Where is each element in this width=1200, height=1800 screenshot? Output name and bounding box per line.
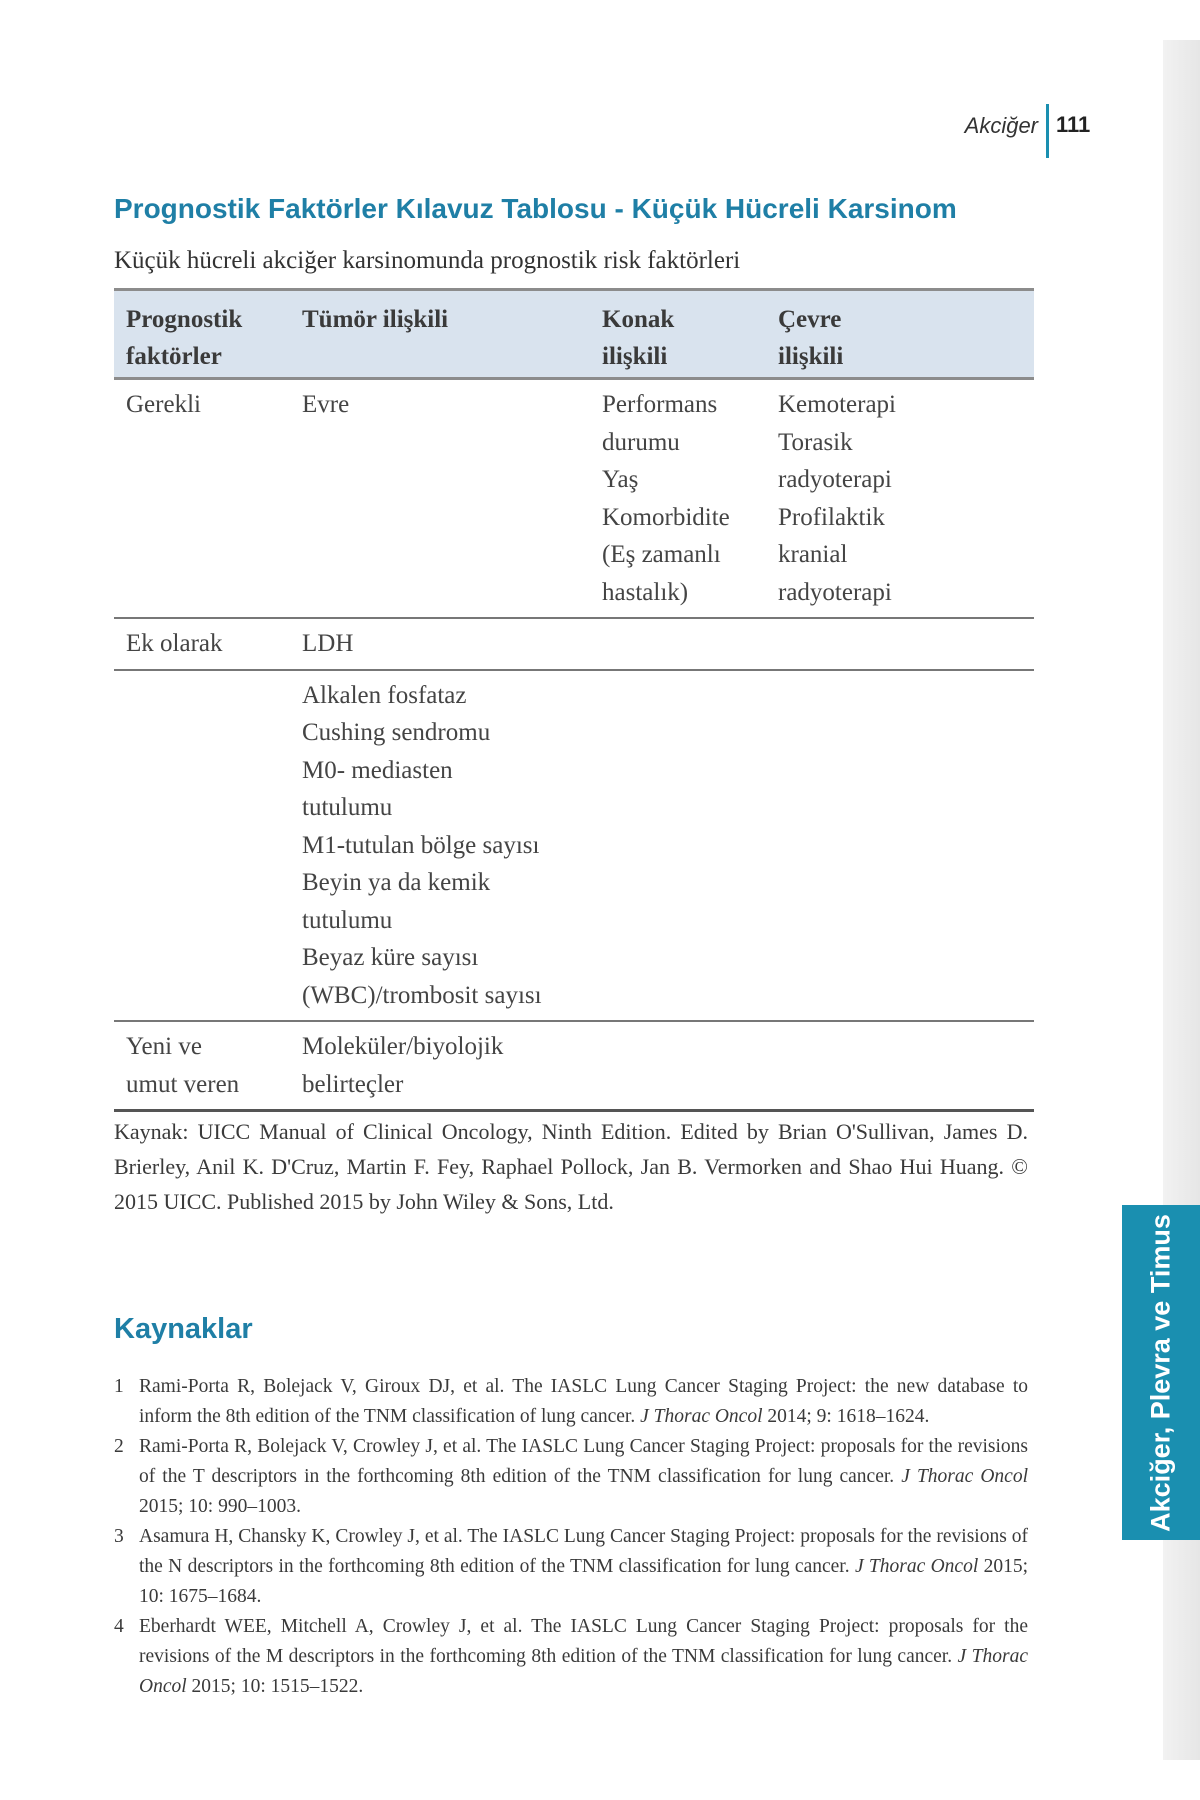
reference-item [114, 1612, 1028, 1702]
reference-text: Eberhardt WEE, Mitchell A, Crowley J, et al. The IASLC Lung Cancer Staging Project: proposals for the revisions of the M descriptors in the forthcoming 8th edition of the TNM classification for lung cancer. [139, 1616, 1028, 1667]
header-cell [114, 290, 290, 379]
reference-number: 1 [114, 1376, 124, 1397]
cell-line: Performans [602, 391, 718, 418]
cell-line: Beyaz küre sayısı [302, 944, 479, 971]
reference-text: Rami-Porta R, Bolejack V, Giroux DJ, et al. The IASLC Lung Cancer Staging Project: the new database to inform the 8th edition of the TNM classification of lung cancer. [139, 1376, 1028, 1427]
reference-citation: 2015; 10: 1675–1684. [139, 1556, 1029, 1607]
table-source-note: Kaynak: UICC Manual of Clinical Oncology, Ninth Edition. Edited by Brian O'Sullivan, James D. Brierley, Anil K. D'Cruz, Martin F. Fey, Raphael Pollock, Jan B. Vermorken and Shao Hui Huang. © 2015 UICC. Published 2015 by John Wiley & Sons, Ltd. [114, 1119, 1028, 1214]
table-cell [766, 618, 1034, 670]
table-cell [290, 379, 590, 619]
running-header [938, 107, 1052, 157]
chapter-side-tab [1122, 1205, 1200, 1540]
table-cell [114, 618, 290, 670]
reference-item [114, 1372, 1028, 1432]
cell-line: tutulumu [302, 794, 393, 821]
cell-line: tutulumu [302, 906, 393, 934]
cell-line: Beyin ya da kemik [302, 869, 491, 896]
cell-line: Torasik [778, 428, 853, 456]
table-row [114, 670, 1034, 1022]
table-cell [290, 1021, 590, 1111]
table-row [114, 618, 1034, 670]
cell-line: durumu [602, 428, 680, 456]
table-caption: Küçük hücreli akciğer karsinomunda prognostik risk faktörleri [114, 247, 741, 274]
cell-line: Ek olarak [126, 630, 223, 657]
table-header-row [114, 290, 1034, 379]
reference-number: 4 [114, 1616, 124, 1637]
header-cell [590, 290, 766, 379]
table-cell [590, 1021, 766, 1111]
cell-line: ilişkili [778, 343, 844, 370]
reference-item [114, 1432, 1028, 1522]
reference-citation: 2015; 10: 1515–1522. [191, 1676, 364, 1697]
cell-line: belirteçler [302, 1070, 404, 1098]
chapter-side-tab-label: Akciğer, Plevra ve Timus [1145, 1213, 1176, 1532]
cell-line: Çevre [778, 306, 842, 333]
references-list [114, 1372, 1028, 1702]
table-cell [590, 618, 766, 670]
reference-text: Asamura H, Chansky K, Crowley J, et al. The IASLC Lung Cancer Staging Project: proposals for the revisions of the N descriptors in the forthcoming 8th edition of the TNM classification for lung cancer. [139, 1526, 1028, 1577]
cell-line: hastalık) [602, 578, 689, 606]
cell-line: Moleküler/biyolojik [302, 1033, 504, 1060]
cell-line: radyoterapi [778, 578, 892, 606]
cell-line: Kemoterapi [778, 391, 897, 418]
table-cell [114, 1021, 290, 1111]
cell-line: ilişkili [602, 343, 668, 370]
page-title: Prognostik Faktörler Kılavuz Tablosu - Küçük Hücreli Karsinom [114, 193, 957, 224]
table-cell [766, 1021, 1034, 1111]
header-cell [766, 290, 1034, 379]
cell-line: M1-tutulan bölge sayısı [302, 831, 540, 859]
header-divider [1046, 104, 1049, 158]
cell-line: faktörler [126, 343, 222, 370]
cell-line: Gerekli [126, 391, 201, 418]
reference-text: Rami-Porta R, Bolejack V, Crowley J, et al. The IASLC Lung Cancer Staging Project: proposals for the revisions of the T descriptors in the forthcoming 8th edition of the TNM classification for lung cancer. [139, 1436, 1028, 1487]
table-cell [590, 379, 766, 619]
prognostic-factors-table [114, 288, 1034, 1112]
cell-line: umut veren [126, 1070, 240, 1098]
cell-line: M0- mediasten [302, 756, 453, 784]
cell-line: Profilaktik [778, 503, 885, 531]
table-row [114, 1021, 1034, 1111]
reference-item [114, 1522, 1028, 1612]
header-section-label: Akciğer [964, 113, 1038, 138]
reference-journal: J Thorac Oncol [901, 1466, 1028, 1487]
cell-line: Cushing sendromu [302, 719, 491, 746]
page-number: 111 [1056, 112, 1091, 137]
cell-line: (WBC)/trombosit sayısı [302, 981, 542, 1009]
cell-line: Komorbidite [602, 503, 730, 531]
cell-line: Tümör ilişkili [302, 306, 449, 333]
table-cell [290, 670, 590, 1022]
cell-line: Evre [302, 391, 350, 418]
reference-number: 3 [114, 1526, 124, 1547]
reference-journal: J Thorac Oncol [854, 1556, 979, 1577]
cell-line: (Eş zamanlı [602, 541, 721, 568]
table-cell [766, 670, 1034, 1022]
reference-journal: J Thorac Oncol [640, 1406, 763, 1427]
cell-line: LDH [302, 630, 354, 657]
header-cell [290, 290, 590, 379]
table-cell [590, 670, 766, 1022]
references-heading: Kaynaklar [114, 1313, 253, 1345]
cell-line: radyoterapi [778, 466, 892, 493]
table-cell [290, 618, 590, 670]
cell-line: Yeni ve [126, 1033, 202, 1060]
table-cell [114, 379, 290, 619]
cell-line: Yaş [602, 466, 639, 493]
reference-journal: J Thorac Oncol [139, 1646, 1028, 1697]
cell-line: kranial [778, 541, 848, 568]
reference-citation: 2015; 10: 990–1003. [139, 1496, 301, 1517]
reference-citation: 2014; 9: 1618–1624. [767, 1406, 930, 1427]
cell-line: Konak [602, 306, 675, 333]
cell-line: Alkalen fosfataz [302, 681, 467, 709]
table-cell [766, 379, 1034, 619]
cell-line: Prognostik [126, 306, 243, 333]
table-cell [114, 670, 290, 1022]
reference-number: 2 [114, 1436, 124, 1457]
table-row [114, 379, 1034, 619]
